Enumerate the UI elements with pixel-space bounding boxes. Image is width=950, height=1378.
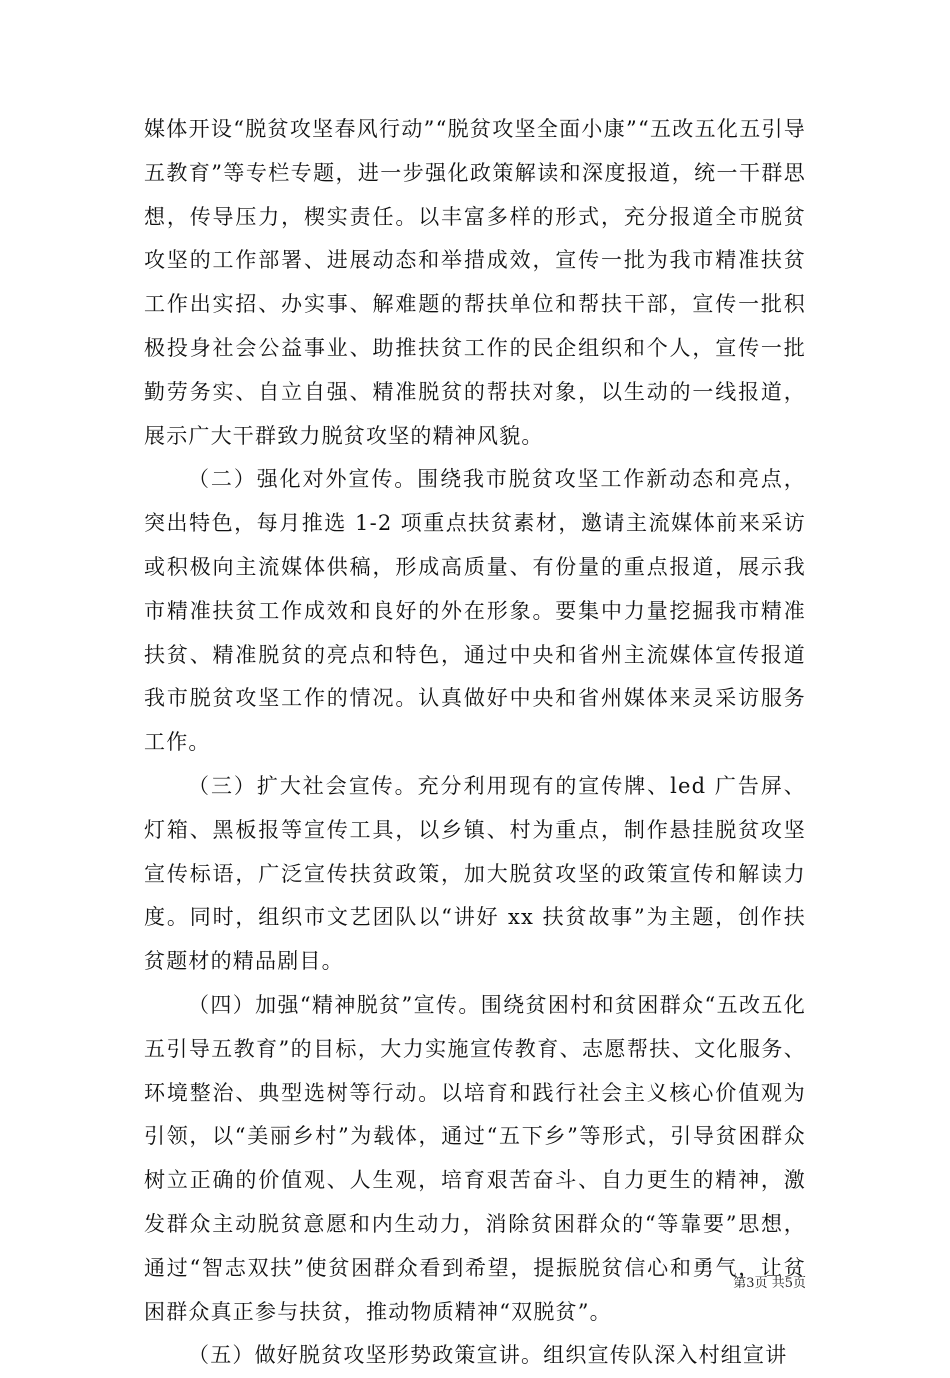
body-text: [144, 108, 806, 1378]
footer-suffix: 页: [792, 1276, 806, 1291]
page-number-footer: [700, 1276, 806, 1292]
paragraph-4: （四）加强“精神脱贫”宣传。围绕贫困村和贫困群众“五改五化五引导五教育”的目标，大力实施宣传教育、志愿帮扶、文化服务、环境整治、典型选树等行动。以培育和践行社会主义核心价值观为引领，以“美丽乡村”为载体，通过“五下乡”等形式，引导贫困群众树立正确的价值观、人生观，培育艰苦奋斗、自力更生的精神，激发群众主动脱贫意愿和内生动力，消除贫困群众的“等靠要”思想，通过“智志双扶”使贫困群众看到希望，提振脱贫信心和勇气，让贫困群众真正参与扶贫，推动物质精神“双脱贫”。: [144, 992, 806, 1324]
footer-middle: 页 共: [754, 1276, 785, 1291]
footer-prefix: 第: [733, 1276, 747, 1291]
footer-total-pages: 5: [784, 1276, 793, 1291]
footer-current-page: 3: [746, 1276, 755, 1291]
paragraph-1: 媒体开设“脱贫攻坚春风行动”“脱贫攻坚全面小康”“五改五化五引导五教育”等专栏专题，进一步强化政策解读和深度报道，统一干群思想，传导压力，楔实责任。以丰富多样的形式，充分报道全市脱贫攻坚的工作部署、进展动态和举措成效，宣传一批为我市精准扶贫工作出实招、办实事、解难题的帮扶单位和帮扶干部，宣传一批积极投身社会公益事业、助推扶贫工作的民企组织和个人，宣传一批勤劳务实、自立自强、精准脱贫的帮扶对象，以生动的一线报道，展示广大干群致力脱贫攻坚的精神风貌。: [144, 117, 806, 448]
paragraph-2: （二）强化对外宣传。围绕我市脱贫攻坚工作新动态和亮点，突出特色，每月推选 1-2 项重点扶贫素材，邀请主流媒体前来采访或积极向主流媒体供稿，形成高质量、有份量的重点报道，展示我市精准扶贫工作成效和良好的外在形象。要集中力量挖掘我市精准扶贫、精准脱贫的亮点和特色，通过中央和省州主流媒体宣传报道我市脱贫攻坚工作的情况。认真做好中央和省州媒体来灵采访服务工作。: [144, 467, 806, 755]
paragraph-5: （五）做好脱贫攻坚形势政策宣讲。组织宣传队深入村组宣讲: [188, 1343, 788, 1368]
paragraph-3: （三）扩大社会宣传。充分利用现有的宣传牌、led 广告屏、灯箱、黑板报等宣传工具，以乡镇、村为重点，制作悬挂脱贫攻坚宣传标语，广泛宣传扶贫政策，加大脱贫攻坚的政策宣传和解读力度。同时，组织市文艺团队以“讲好 xx 扶贫故事”为主题，创作扶贫题材的精品剧目。: [144, 773, 806, 974]
